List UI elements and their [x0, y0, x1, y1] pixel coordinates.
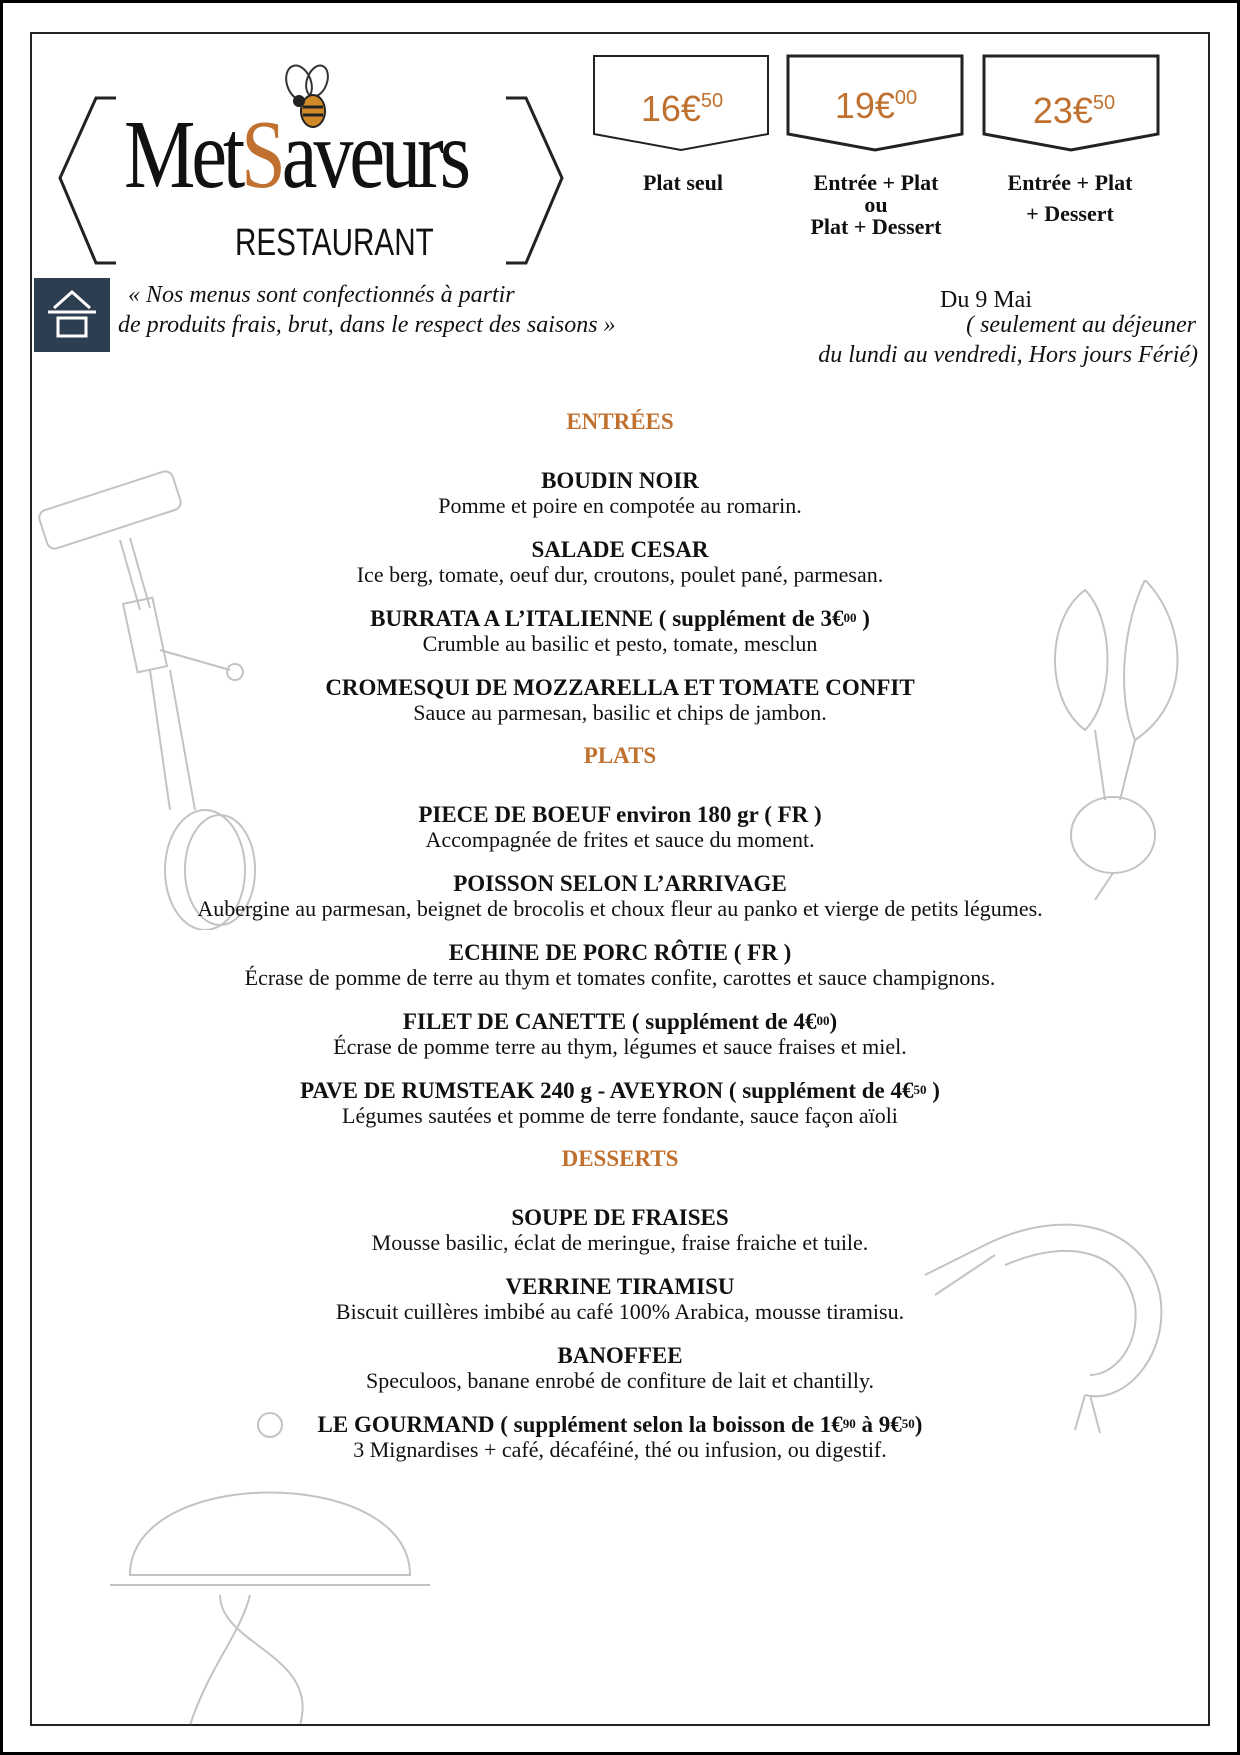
menu-item: [30, 871, 1210, 921]
item-title: PIECE DE BOEUF environ 180 gr ( FR ): [418, 802, 822, 827]
quote-line-1: « Nos menus sont confectionnés à partir: [128, 282, 515, 308]
logo-part-s: S: [241, 101, 282, 209]
item-desc: Crumble au basilic et pesto, tomate, mesclun: [422, 631, 818, 656]
item-desc: Écrase de pomme de terre au thym et tomates confite, carottes et sauce champignons.: [244, 965, 996, 990]
logo-wordmark: [124, 101, 467, 209]
price-box-1: [596, 58, 768, 148]
price-box-3: [988, 60, 1160, 150]
price-value-3: 23€$^{50}$: [1032, 90, 1116, 131]
item-desc: Accompagnée de frites et sauce du moment.: [425, 827, 815, 852]
item-title: POISSON SELON L’ARRIVAGE: [453, 871, 787, 896]
menu-item: [30, 675, 1210, 725]
item-desc: 3 Mignardises + café, décaféiné, thé ou infusion, ou digestif.: [353, 1437, 887, 1462]
price-label-3: Entrée + Plat + Dessert: [1007, 170, 1133, 226]
logo-part-met: Met: [124, 101, 242, 209]
item-title: LE GOURMAND ( supplément selon la boisson de 1€$^{90}$ à 9€$^{50}$): [317, 1412, 923, 1437]
section-title-plats: PLATS: [583, 743, 657, 768]
price-value-1: 16€$^{50}$: [640, 88, 724, 129]
item-title: BURRATA A L’ITALIENNE ( supplément de 3€$^{00}$ ): [370, 606, 870, 631]
item-title: FILET DE CANETTE ( supplément de 4€$^{00}$): [402, 1009, 838, 1034]
section-title-entrees: ENTRÉES: [566, 409, 674, 434]
item-title: CROMESQUI DE MOZZARELLA ET TOMATE CONFIT: [325, 675, 915, 700]
item-title: BANOFFEE: [557, 1343, 683, 1368]
date-line-3: du lundi au vendredi, Hors jours Férié): [818, 342, 1198, 368]
menu-item: [30, 537, 1210, 587]
item-desc: Écrase de pomme terre au thym, légumes et sauce fraises et miel.: [333, 1034, 907, 1059]
item-title: SALADE CESAR: [531, 537, 709, 562]
price-label-2: Entrée + Plat ou Plat + Dessert: [810, 170, 942, 239]
price-value-2: 19€$^{00}$: [834, 85, 918, 126]
quote-line-2: de produits frais, brut, dans le respect des saisons »: [118, 312, 616, 338]
menu-item: [30, 1412, 1210, 1462]
item-desc: Biscuit cuillères imbibé au café 100% Arabica, mousse tiramisu.: [335, 1299, 905, 1324]
price-box-2: [790, 55, 962, 145]
item-desc: Aubergine au parmesan, beignet de brocolis et choux fleur au panko et vierge de petits légumes.: [197, 896, 1043, 921]
item-title: ECHINE DE PORC RÔTIE ( FR ): [448, 940, 792, 965]
price-label-1: Plat seul: [642, 170, 724, 195]
menu-item: [30, 606, 1210, 656]
menu-body: [30, 408, 1210, 1481]
item-desc: Légumes sautées et pomme de terre fondante, sauce façon aïoli: [342, 1103, 898, 1128]
logo-part-aveurs: aveurs: [281, 101, 467, 209]
date-line-2: ( seulement au déjeuner: [966, 312, 1196, 338]
item-title: VERRINE TIRAMISU: [505, 1274, 735, 1299]
section-title-desserts: DESSERTS: [561, 1146, 679, 1171]
menu-item: [30, 1343, 1210, 1393]
item-desc: Pomme et poire en compotée au romarin.: [438, 493, 802, 518]
item-desc: Speculoos, banane enrobé de confiture de lait et chantilly.: [365, 1368, 875, 1393]
menu-item: [30, 1078, 1210, 1128]
home-icon[interactable]: [34, 278, 110, 352]
item-desc: Sauce au parmesan, basilic et chips de jambon.: [413, 700, 827, 725]
item-title: BOUDIN NOIR: [541, 468, 699, 493]
item-desc: Mousse basilic, éclat de meringue, fraise fraiche et tuile.: [371, 1230, 869, 1255]
menu-item: [30, 468, 1210, 518]
item-title: SOUPE DE FRAISES: [511, 1205, 729, 1230]
menu-item: [30, 1274, 1210, 1324]
menu-item: [30, 1205, 1210, 1255]
logo-subtitle: RESTAURANT: [235, 222, 434, 264]
date-line-1: Du 9 Mai: [940, 287, 1032, 313]
menu-item: [30, 802, 1210, 852]
menu-item: [30, 1009, 1210, 1059]
item-title: PAVE DE RUMSTEAK 240 g - AVEYRON ( supplément de 4€$^{50}$ ): [300, 1078, 940, 1103]
menu-item: [30, 940, 1210, 990]
item-desc: Ice berg, tomate, oeuf dur, croutons, poulet pané, parmesan.: [356, 562, 884, 587]
